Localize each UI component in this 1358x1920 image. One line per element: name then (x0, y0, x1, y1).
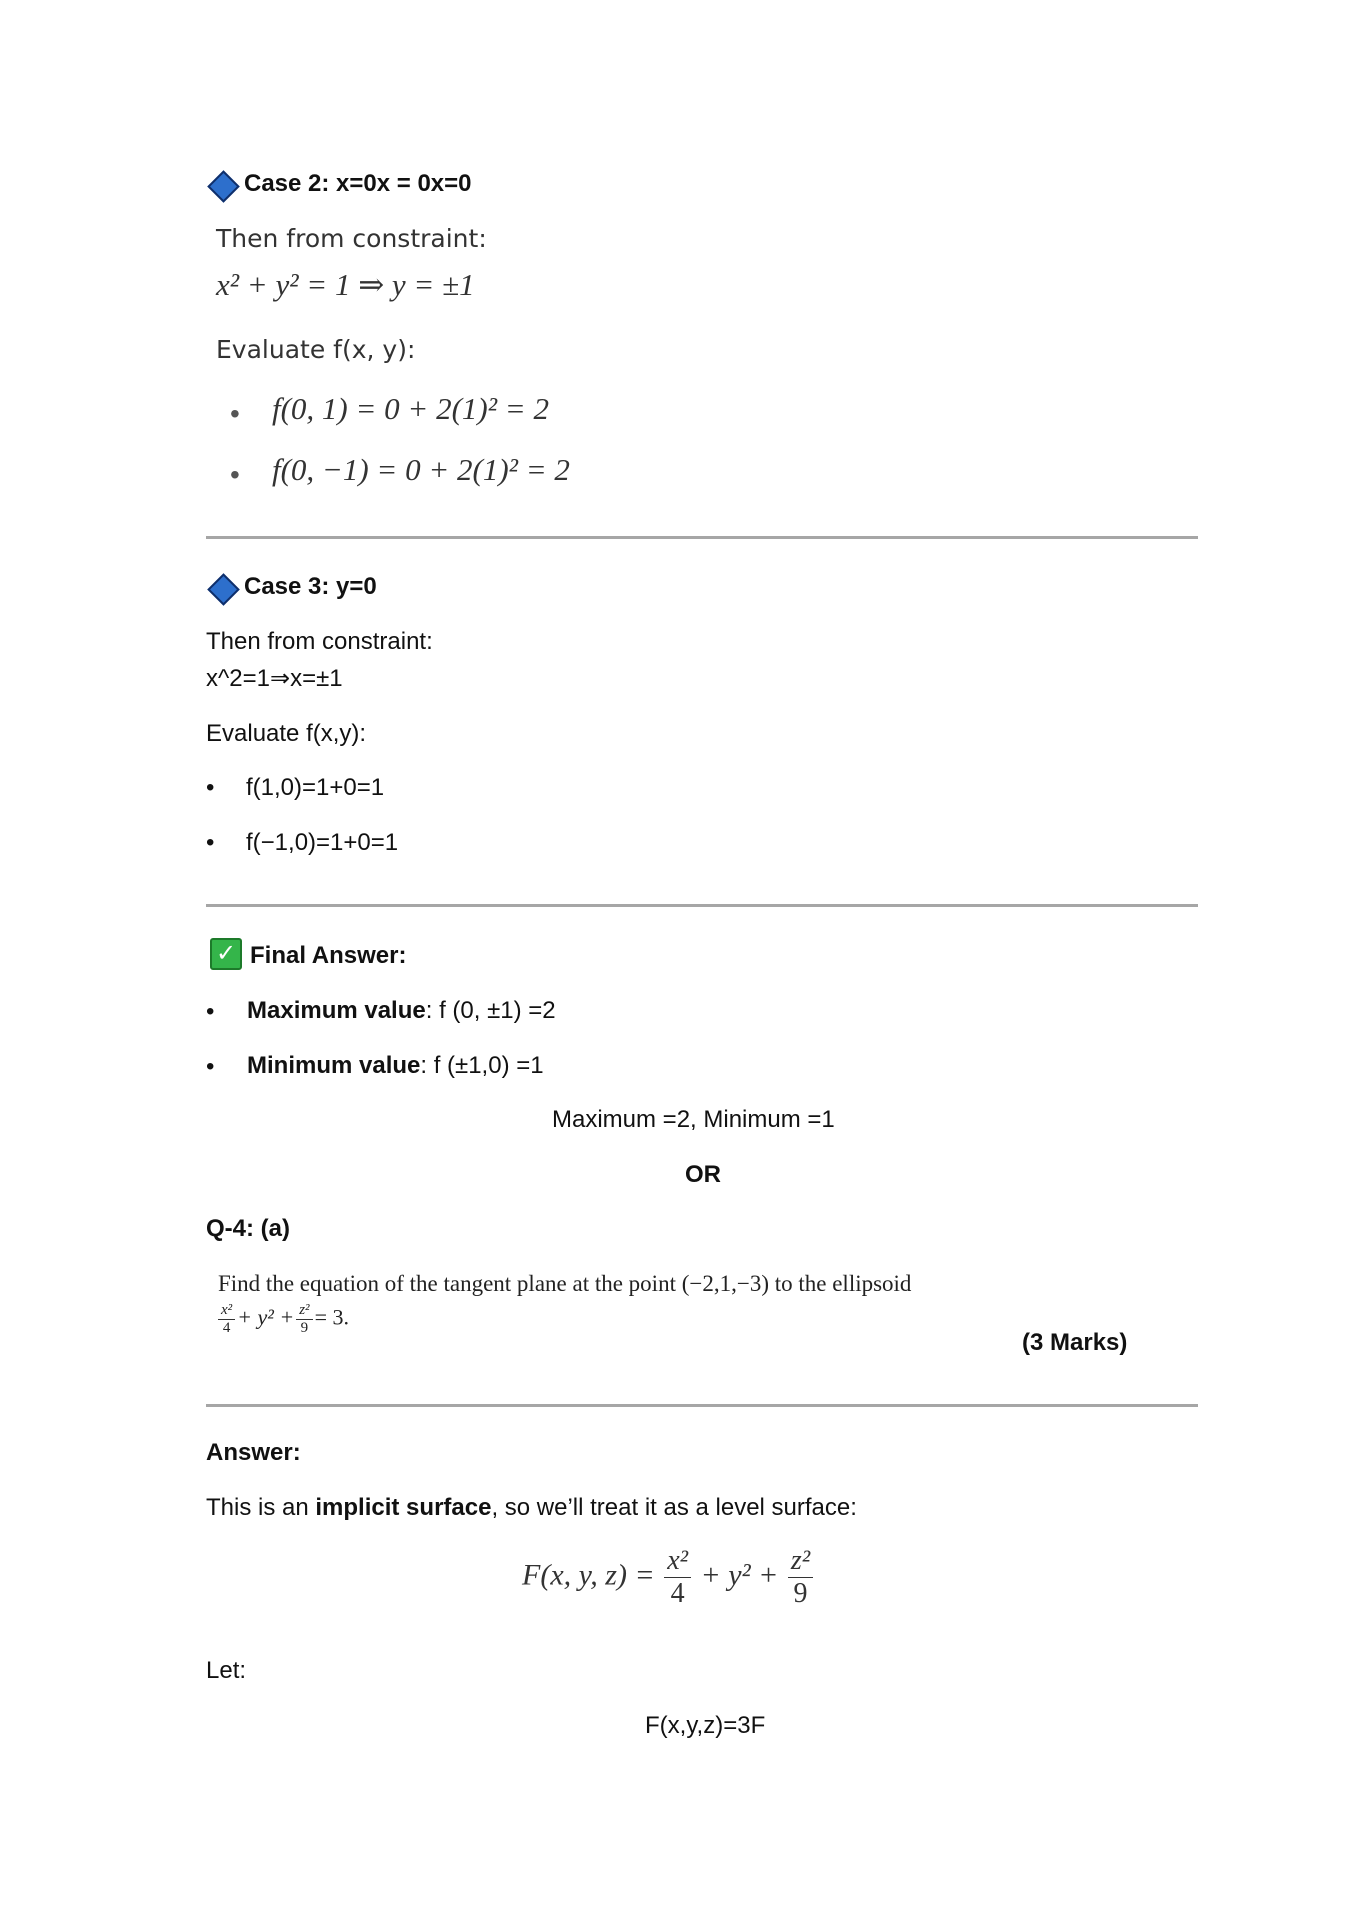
F-frac1-num: x² (664, 1545, 691, 1578)
answer-label: Answer: (206, 1439, 301, 1466)
question-frac2-num: z² (296, 1302, 312, 1320)
F-frac1-den: 4 (670, 1578, 685, 1609)
final-max-label: Maximum value (247, 997, 426, 1024)
level-surface-equation (522, 1545, 815, 1610)
diamond-icon (207, 170, 240, 203)
divider (206, 1404, 1198, 1407)
final-min-label: Minimum value (247, 1052, 421, 1079)
question-marks: (3 Marks) (1022, 1329, 1128, 1356)
final-max-line (247, 997, 556, 1025)
checkmark-icon: ✓ (210, 938, 242, 970)
case2-then-text: Then from constraint: (216, 224, 487, 253)
answer-intro-bold: implicit surface (315, 1494, 492, 1521)
bullet-icon: • (230, 398, 240, 429)
final-answer-heading: Final Answer: (250, 942, 407, 969)
question-frac1-den: 4 (222, 1320, 231, 1336)
case2-item-1: f(0, 1) = 0 + 2(1)² = 2 (272, 391, 549, 426)
case3-item-2: f(−1,0)=1+0=1 (246, 829, 399, 856)
case3-heading: Case 3: y=0 (244, 573, 377, 600)
divider (206, 904, 1198, 907)
bullet-icon: • (230, 459, 240, 490)
let-label: Let: (206, 1657, 247, 1684)
case2-constraint-equation: x² + y² = 1 ⇒ y = ±1 (216, 267, 475, 302)
question-label: Q-4: (a) (206, 1215, 290, 1242)
final-max-value: : f (0, ±1) =2 (425, 997, 556, 1024)
F-frac2-den: 9 (793, 1578, 808, 1609)
final-min-value: : f (±1,0) =1 (420, 1052, 544, 1079)
question-text: Find the equation of the tangent plane at the point (−2,1,−3) to the ellipsoid (218, 1271, 912, 1296)
bullet-icon: • (206, 774, 215, 801)
question-frac2-den: 9 (300, 1320, 309, 1336)
bullet-icon: • (206, 998, 215, 1025)
question-equation (216, 1302, 349, 1337)
F-mid: + y² + (700, 1558, 779, 1592)
question-eq-rest-2: = 3. (314, 1304, 349, 1330)
case3-evaluate-text: Evaluate f(x,y): (206, 720, 367, 747)
F-lhs: F(x, y, z) = (522, 1558, 655, 1592)
question-eq-rest-1: + y² + (237, 1304, 295, 1330)
divider (206, 536, 1198, 539)
bullet-icon: • (206, 829, 215, 856)
answer-intro (206, 1494, 857, 1522)
final-min-line (247, 1052, 544, 1080)
diamond-icon (207, 573, 240, 606)
answer-intro-pre: This is an (206, 1494, 316, 1521)
or-separator: OR (685, 1161, 721, 1188)
case3-item-1: f(1,0)=1+0=1 (246, 774, 385, 801)
case3-then-text: Then from constraint: (206, 628, 433, 655)
bullet-icon: • (206, 1053, 215, 1080)
F-frac2-num: z² (788, 1545, 813, 1578)
let-equation: F(x,y,z)=3F (645, 1712, 766, 1739)
final-summary: Maximum =2, Minimum =1 (552, 1106, 835, 1133)
case2-evaluate-text: Evaluate f(x, y): (216, 335, 416, 364)
question-frac1-num: x² (218, 1302, 235, 1320)
case2-heading: Case 2: x=0x = 0x=0 (244, 170, 472, 197)
case3-constraint-equation: x^2=1⇒x=±1 (206, 665, 343, 692)
answer-intro-post: , so we’ll treat it as a level surface: (491, 1494, 857, 1521)
case2-item-2: f(0, −1) = 0 + 2(1)² = 2 (272, 452, 570, 487)
